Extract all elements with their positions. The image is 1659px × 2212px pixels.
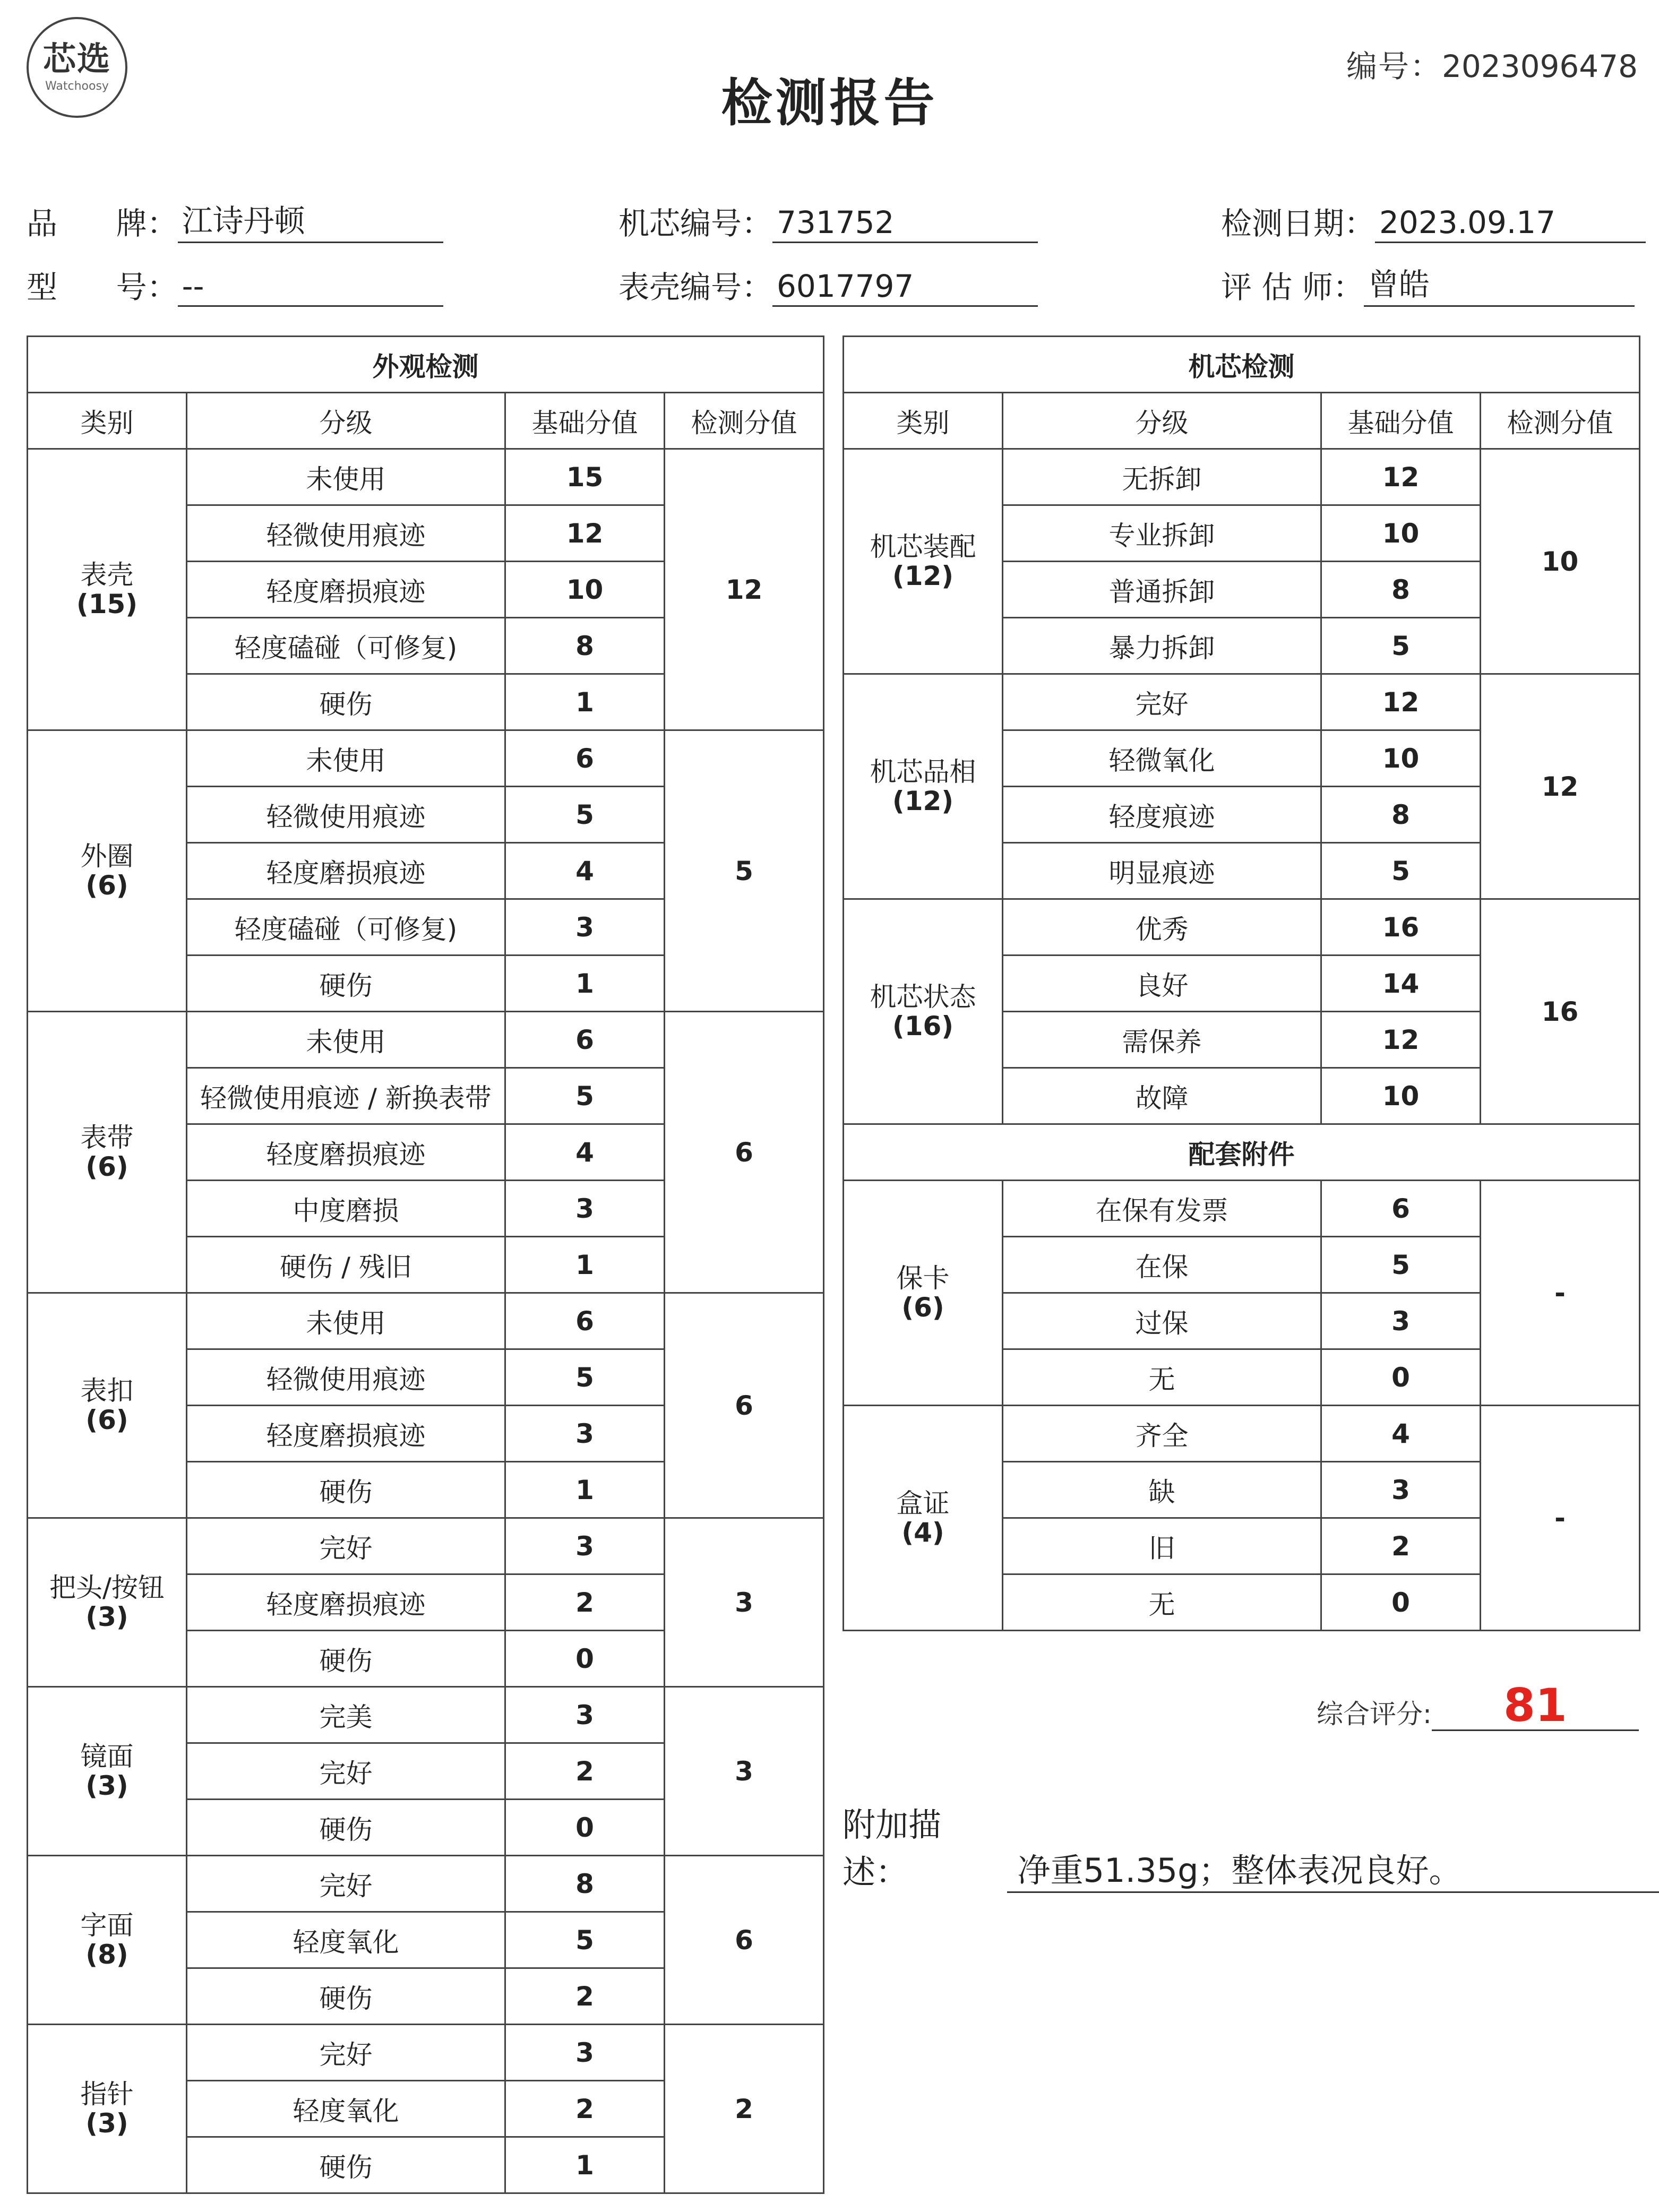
- category-max-score: (3): [85, 1601, 128, 1632]
- table-row: [844, 1406, 1640, 1462]
- movement-number-field: [618, 199, 1038, 243]
- base-score-cell: 12: [1321, 449, 1481, 505]
- brand-field: [27, 199, 443, 243]
- table-row: [844, 1181, 1640, 1237]
- category-cell: [844, 674, 1003, 899]
- grade-cell: 普通拆卸: [1003, 562, 1321, 618]
- category-max-score: (8): [85, 1939, 128, 1970]
- base-score-cell: 3: [505, 1518, 665, 1574]
- test-score-cell: 2: [665, 2025, 824, 2193]
- grade-cell: 轻微使用痕迹 / 新换表带: [187, 1068, 505, 1124]
- test-score-cell: -: [1481, 1406, 1640, 1631]
- case-number-value: 6017797: [772, 268, 1038, 307]
- grade-cell: 完好: [187, 1743, 505, 1800]
- grade-cell: 硬伤: [187, 2137, 505, 2193]
- grade-cell: 轻度磕碰（可修复): [187, 899, 505, 956]
- grade-cell: 轻微氧化: [1003, 730, 1321, 787]
- movement-number-label: 机芯编号：: [618, 205, 773, 242]
- report-number-value: 2023096478: [1441, 48, 1638, 84]
- grade-cell: 轻度氧化: [187, 1912, 505, 1968]
- category-name: 盒证: [896, 1487, 950, 1519]
- base-score-cell: 2: [1321, 1518, 1481, 1574]
- report-number-label: 编号：: [1346, 48, 1442, 84]
- grade-cell: 完好: [187, 1518, 505, 1574]
- accessories-title: 配套附件: [844, 1124, 1640, 1181]
- category-max-score: (6): [901, 1292, 944, 1323]
- grade-cell: 良好: [1003, 956, 1321, 1012]
- base-score-cell: 5: [505, 1349, 665, 1406]
- grade-cell: 完美: [187, 1687, 505, 1743]
- base-score-cell: 10: [1321, 505, 1481, 562]
- test-score-cell: 5: [665, 730, 824, 1012]
- grade-cell: 过保: [1003, 1293, 1321, 1349]
- category-name: 把头/按钮: [49, 1572, 165, 1603]
- description-label: 附加描述：: [843, 1805, 942, 1891]
- grade-cell: 轻度磨损痕迹: [187, 562, 505, 618]
- table-row: [28, 1293, 824, 1349]
- case-number-label: 表壳编号：: [618, 269, 773, 305]
- column-header: 类别: [28, 393, 187, 449]
- category-cell: [28, 1856, 187, 2025]
- date-value: 2023.09.17: [1375, 204, 1646, 243]
- category-cell: [28, 449, 187, 730]
- base-score-cell: 15: [505, 449, 665, 505]
- grade-cell: 在保: [1003, 1237, 1321, 1293]
- test-score-cell: 16: [1481, 899, 1640, 1124]
- grade-cell: 无拆卸: [1003, 449, 1321, 505]
- brand-value: 江诗丹顿: [178, 204, 443, 243]
- appearance-table: [27, 335, 824, 2194]
- table-row: [844, 449, 1640, 505]
- category-name: 表扣: [80, 1375, 134, 1406]
- model-value: --: [178, 268, 443, 307]
- base-score-cell: 8: [1321, 787, 1481, 843]
- base-score-cell: 6: [1321, 1181, 1481, 1237]
- description-value: 净重51.35g；整体表况良好。: [1007, 1844, 1659, 1893]
- category-name: 表壳: [80, 559, 134, 590]
- category-max-score: (12): [892, 560, 954, 591]
- grade-cell: 缺: [1003, 1462, 1321, 1518]
- category-max-score: (16): [892, 1010, 954, 1042]
- grade-cell: 轻度磨损痕迹: [187, 843, 505, 899]
- column-header: 分级: [187, 393, 505, 449]
- category-cell: [844, 449, 1003, 674]
- category-name: 表带: [80, 1122, 134, 1153]
- grade-cell: 硬伤: [187, 1800, 505, 1856]
- case-number-field: [618, 262, 1038, 307]
- category-cell: [28, 2025, 187, 2193]
- grade-cell: 专业拆卸: [1003, 505, 1321, 562]
- base-score-cell: 10: [1321, 1068, 1481, 1124]
- grade-cell: 中度磨损: [187, 1181, 505, 1237]
- movement-title-row: [844, 337, 1640, 393]
- table-row: [28, 1856, 824, 1912]
- category-name: 机芯品相: [870, 756, 976, 787]
- table-row: [28, 1012, 824, 1068]
- base-score-cell: 8: [505, 618, 665, 674]
- total-score-value: 81: [1432, 1682, 1639, 1731]
- base-score-cell: 3: [505, 1687, 665, 1743]
- base-score-cell: 2: [505, 2081, 665, 2137]
- category-cell: [28, 1687, 187, 1856]
- base-score-cell: 4: [505, 1124, 665, 1181]
- grade-cell: 硬伤 / 残旧: [187, 1237, 505, 1293]
- category-cell: [844, 899, 1003, 1124]
- appraiser-label: 评 估 师：: [1221, 269, 1364, 305]
- test-score-cell: 6: [665, 1012, 824, 1293]
- grade-cell: 无: [1003, 1349, 1321, 1406]
- base-score-cell: 5: [505, 1912, 665, 1968]
- base-score-cell: 1: [505, 956, 665, 1012]
- grade-cell: 暴力拆卸: [1003, 618, 1321, 674]
- total-score-label: 综合评分:: [1317, 1699, 1432, 1729]
- grade-cell: 齐全: [1003, 1406, 1321, 1462]
- grade-cell: 轻度磕碰（可修复): [187, 618, 505, 674]
- base-score-cell: 5: [505, 1068, 665, 1124]
- column-header: 检测分值: [665, 393, 824, 449]
- grade-cell: 轻微使用痕迹: [187, 505, 505, 562]
- base-score-cell: 5: [1321, 843, 1481, 899]
- model-field: [27, 262, 443, 307]
- base-score-cell: 0: [505, 1800, 665, 1856]
- logo-mark: 芯选: [42, 39, 111, 78]
- column-header: 类别: [844, 393, 1003, 449]
- grade-cell: 未使用: [187, 1293, 505, 1349]
- base-score-cell: 10: [505, 562, 665, 618]
- base-score-cell: 6: [505, 730, 665, 787]
- appraiser-value: 曾皓: [1364, 268, 1635, 307]
- category-cell: [28, 1293, 187, 1518]
- base-score-cell: 3: [505, 1181, 665, 1237]
- base-score-cell: 5: [1321, 1237, 1481, 1293]
- grade-cell: 完好: [1003, 674, 1321, 730]
- category-max-score: (3): [85, 2107, 128, 2139]
- column-header: 检测分值: [1481, 393, 1640, 449]
- category-name: 指针: [80, 2078, 134, 2110]
- category-max-score: (6): [85, 870, 128, 901]
- accessories-title-row: [844, 1124, 1640, 1181]
- base-score-cell: 16: [1321, 899, 1481, 956]
- column-header: 分级: [1003, 393, 1321, 449]
- category-cell: [28, 1012, 187, 1293]
- base-score-cell: 5: [1321, 618, 1481, 674]
- base-score-cell: 5: [505, 787, 665, 843]
- base-score-cell: 3: [505, 899, 665, 956]
- base-score-cell: 12: [505, 505, 665, 562]
- category-name: 外圈: [80, 840, 134, 872]
- additional-description: [843, 1798, 1659, 1893]
- base-score-cell: 14: [1321, 956, 1481, 1012]
- category-name: 镜面: [80, 1741, 134, 1772]
- base-score-cell: 12: [1321, 674, 1481, 730]
- column-header: 基础分值: [505, 393, 665, 449]
- grade-cell: 硬伤: [187, 1462, 505, 1518]
- movement-number-value: 731752: [772, 204, 1038, 243]
- category-cell: [28, 730, 187, 1012]
- appraiser-field: [1221, 262, 1635, 307]
- base-score-cell: 6: [505, 1293, 665, 1349]
- logo-wordmark: Watchoosy: [45, 79, 109, 93]
- base-score-cell: 4: [505, 843, 665, 899]
- grade-cell: 硬伤: [187, 956, 505, 1012]
- base-score-cell: 0: [1321, 1349, 1481, 1406]
- base-score-cell: 1: [505, 1462, 665, 1518]
- report-number: [1346, 41, 1638, 86]
- base-score-cell: 3: [1321, 1293, 1481, 1349]
- grade-cell: 完好: [187, 1856, 505, 1912]
- base-score-cell: 6: [505, 1012, 665, 1068]
- table-row: [844, 899, 1640, 956]
- category-max-score: (6): [85, 1151, 128, 1182]
- test-score-cell: 12: [1481, 674, 1640, 899]
- test-score-cell: 10: [1481, 449, 1640, 674]
- base-score-cell: 2: [505, 1574, 665, 1631]
- category-max-score: (12): [892, 785, 954, 816]
- base-score-cell: 3: [505, 2025, 665, 2081]
- table-row: [28, 1518, 824, 1574]
- appearance-title: 外观检测: [28, 337, 824, 393]
- grade-cell: 未使用: [187, 1012, 505, 1068]
- grade-cell: 硬伤: [187, 1968, 505, 2025]
- test-score-cell: -: [1481, 1181, 1640, 1406]
- grade-cell: 硬伤: [187, 1631, 505, 1687]
- grade-cell: 轻度磨损痕迹: [187, 1124, 505, 1181]
- test-score-cell: 3: [665, 1687, 824, 1856]
- grade-cell: 优秀: [1003, 899, 1321, 956]
- grade-cell: 轻微使用痕迹: [187, 1349, 505, 1406]
- base-score-cell: 0: [1321, 1574, 1481, 1631]
- movement-table: [843, 335, 1640, 1631]
- grade-cell: 在保有发票: [1003, 1181, 1321, 1237]
- test-score-cell: 6: [665, 1293, 824, 1518]
- model-label: 型 号：: [27, 269, 178, 305]
- category-cell: [844, 1406, 1003, 1631]
- category-name: 保卡: [896, 1262, 950, 1294]
- category-cell: [844, 1181, 1003, 1406]
- base-score-cell: 2: [505, 1968, 665, 2025]
- total-score: [1317, 1679, 1639, 1732]
- movement-title: 机芯检测: [844, 337, 1640, 393]
- grade-cell: 轻微使用痕迹: [187, 787, 505, 843]
- table-row: [28, 2025, 824, 2081]
- appearance-title-row: [28, 337, 824, 393]
- base-score-cell: 8: [505, 1856, 665, 1912]
- base-score-cell: 4: [1321, 1406, 1481, 1462]
- base-score-cell: 3: [505, 1406, 665, 1462]
- category-max-score: (6): [85, 1404, 128, 1435]
- category-max-score: (3): [85, 1770, 128, 1801]
- brand-label: 品 牌：: [27, 205, 178, 242]
- header-row: [844, 393, 1640, 449]
- grade-cell: 完好: [187, 2025, 505, 2081]
- base-score-cell: 2: [505, 1743, 665, 1800]
- base-score-cell: 8: [1321, 562, 1481, 618]
- category-max-score: (15): [76, 588, 138, 619]
- category-name: 机芯装配: [870, 531, 976, 562]
- grade-cell: 未使用: [187, 449, 505, 505]
- column-header: 基础分值: [1321, 393, 1481, 449]
- grade-cell: 未使用: [187, 730, 505, 787]
- grade-cell: 需保养: [1003, 1012, 1321, 1068]
- base-score-cell: 0: [505, 1631, 665, 1687]
- base-score-cell: 10: [1321, 730, 1481, 787]
- base-score-cell: 1: [505, 2137, 665, 2193]
- base-score-cell: 3: [1321, 1462, 1481, 1518]
- grade-cell: 轻度磨损痕迹: [187, 1406, 505, 1462]
- grade-cell: 轻度痕迹: [1003, 787, 1321, 843]
- category-max-score: (4): [901, 1517, 944, 1548]
- grade-cell: 硬伤: [187, 674, 505, 730]
- test-score-cell: 6: [665, 1856, 824, 2025]
- table-row: [844, 674, 1640, 730]
- table-row: [28, 449, 824, 505]
- grade-cell: 轻度磨损痕迹: [187, 1574, 505, 1631]
- table-row: [28, 730, 824, 787]
- page-title: 检测报告: [721, 73, 938, 133]
- base-score-cell: 12: [1321, 1012, 1481, 1068]
- base-score-cell: 1: [505, 1237, 665, 1293]
- category-name: 字面: [80, 1909, 134, 1941]
- test-score-cell: 3: [665, 1518, 824, 1687]
- grade-cell: 轻度氧化: [187, 2081, 505, 2137]
- test-score-cell: 12: [665, 449, 824, 730]
- header-row: [28, 393, 824, 449]
- grade-cell: 无: [1003, 1574, 1321, 1631]
- category-name: 机芯状态: [870, 981, 976, 1012]
- grade-cell: 旧: [1003, 1518, 1321, 1574]
- category-cell: [28, 1518, 187, 1687]
- table-row: [28, 1687, 824, 1743]
- date-field: [1221, 199, 1646, 243]
- date-label: 检测日期：: [1221, 205, 1376, 242]
- grade-cell: 明显痕迹: [1003, 843, 1321, 899]
- base-score-cell: 1: [505, 674, 665, 730]
- grade-cell: 故障: [1003, 1068, 1321, 1124]
